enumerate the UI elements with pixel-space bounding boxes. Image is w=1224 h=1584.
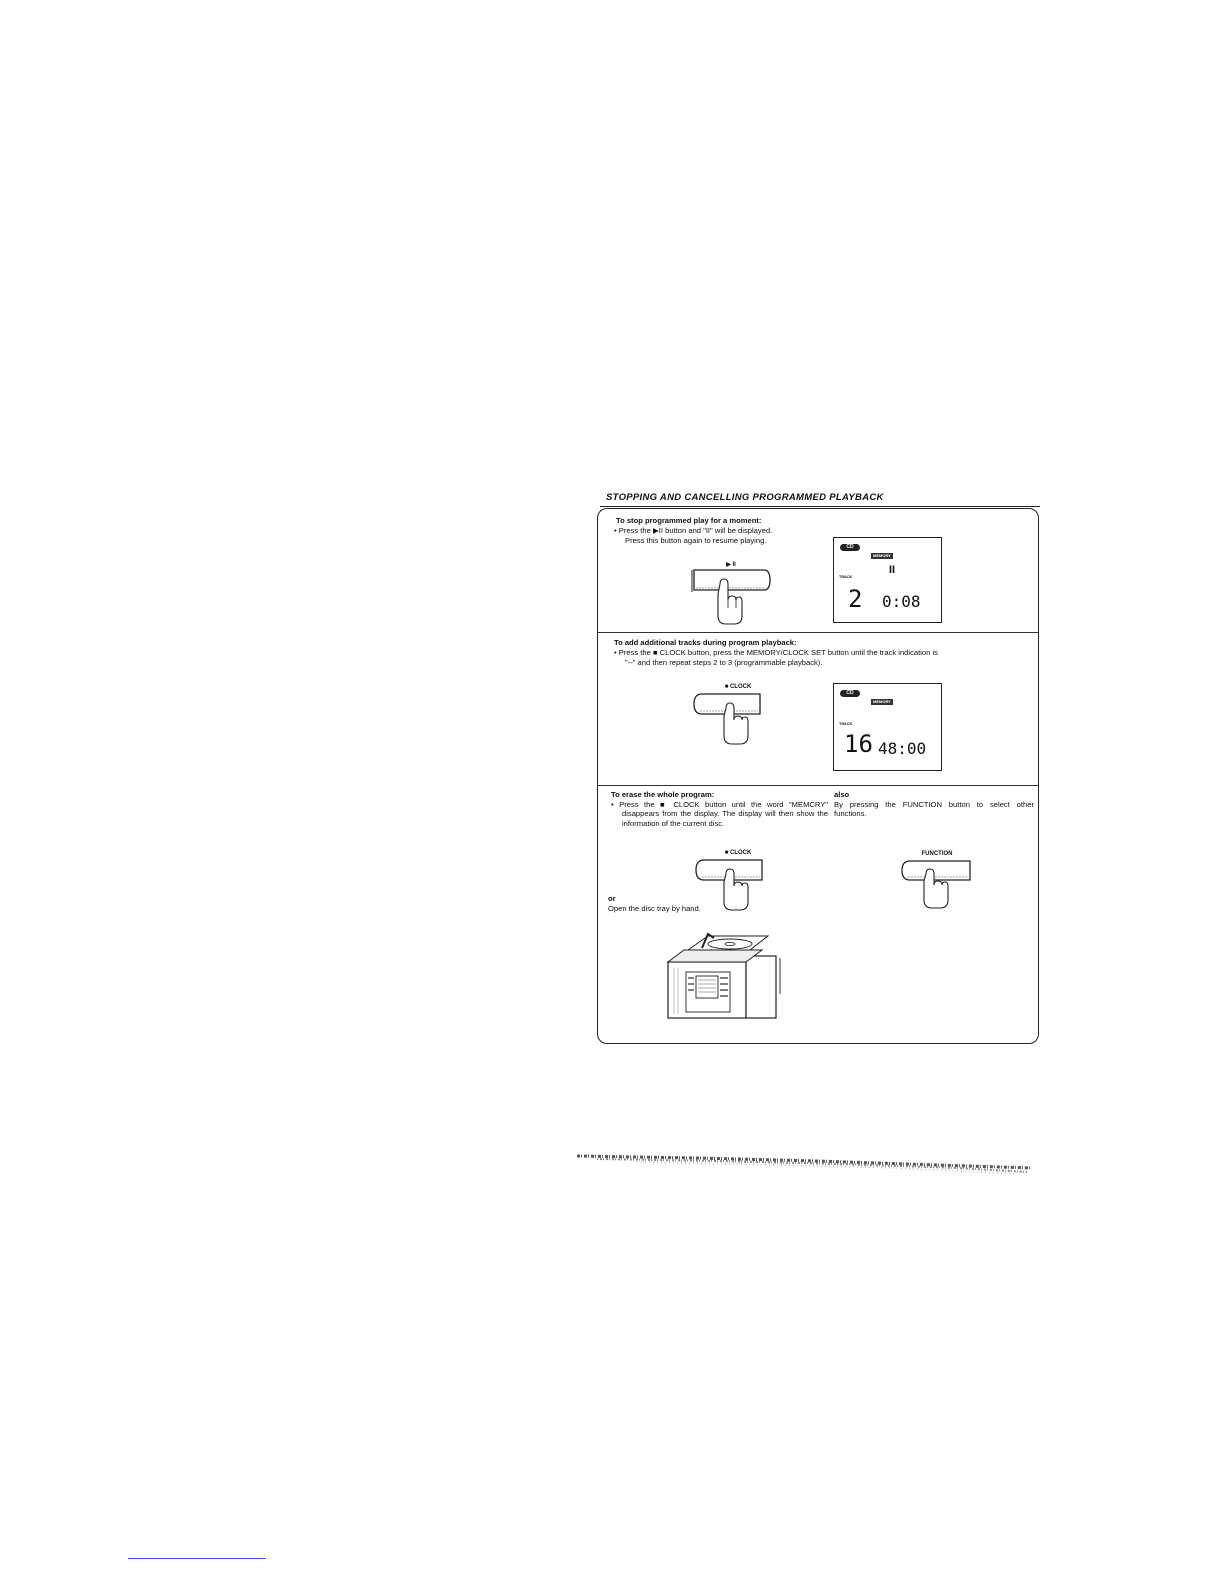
elapsed-time: 48:00 <box>878 739 927 758</box>
track-label: TRACK <box>839 722 853 726</box>
clock-label: ■ CLOCK <box>724 684 752 690</box>
lcd-display-2 <box>833 683 942 771</box>
section2-bullet: • Press the ■ CLOCK button, press the MEMORY/CLOCK SET button until the track indication is <box>614 648 938 657</box>
section-divider-1 <box>598 632 1038 633</box>
scan-artifact-strip <box>577 1148 1032 1178</box>
section-heading: STOPPING AND CANCELLING PROGRAMMED PLAYBACK <box>606 492 884 503</box>
also-text: By pressing the FUNCTION button to select other functions. <box>834 800 1034 819</box>
function-label: FUNCTION <box>921 851 953 857</box>
track-number: 2 <box>848 585 863 613</box>
heading-rule <box>600 506 1040 507</box>
track-label: TRACK <box>839 575 853 579</box>
memory-indicator: MEMORY <box>873 553 891 558</box>
stereo-disc-tray-illustration <box>664 928 784 1020</box>
play-pause-label: ▶ II <box>726 562 736 568</box>
footer-rule <box>128 1558 266 1559</box>
also-title: also <box>834 790 850 799</box>
section2-bullet-cont: "--" and then repeat steps 2 to 3 (programmable playback). <box>625 658 823 667</box>
section-divider-2 <box>598 785 1038 786</box>
open-tray-text: Open the disc tray by hand. <box>608 904 701 913</box>
or-label: or <box>608 894 616 903</box>
track-number: 16 <box>844 730 873 758</box>
clock-button-illustration-2 <box>692 856 782 916</box>
elapsed-time: 0:08 <box>882 592 921 611</box>
cd-indicator-icon: CD <box>840 690 860 697</box>
function-button-illustration <box>896 856 986 912</box>
clock-label-2: ■ CLOCK <box>724 850 752 856</box>
section1-title: To stop programmed play for a moment: <box>616 516 762 525</box>
section3-title: To erase the whole program: <box>611 790 715 799</box>
section3-bullet: • Press the ■ CLOCK button until the word "MEMCRY" disappears from the display. The display will then show the information of the current disc. <box>611 800 828 828</box>
cd-indicator-icon: CD <box>840 544 860 551</box>
lcd-display-1 <box>833 537 942 623</box>
clock-button-illustration <box>690 690 780 750</box>
section1-bullet-cont: Press this button again to resume playing. <box>625 536 767 545</box>
pause-indicator: II <box>889 564 896 576</box>
section2-title: To add additional tracks during program playback: <box>614 638 797 647</box>
memory-indicator: MEMORY <box>873 699 891 704</box>
section1-bullet: • Press the ▶II button and "II" will be displayed. <box>614 526 773 535</box>
play-pause-button-illustration <box>682 566 782 628</box>
